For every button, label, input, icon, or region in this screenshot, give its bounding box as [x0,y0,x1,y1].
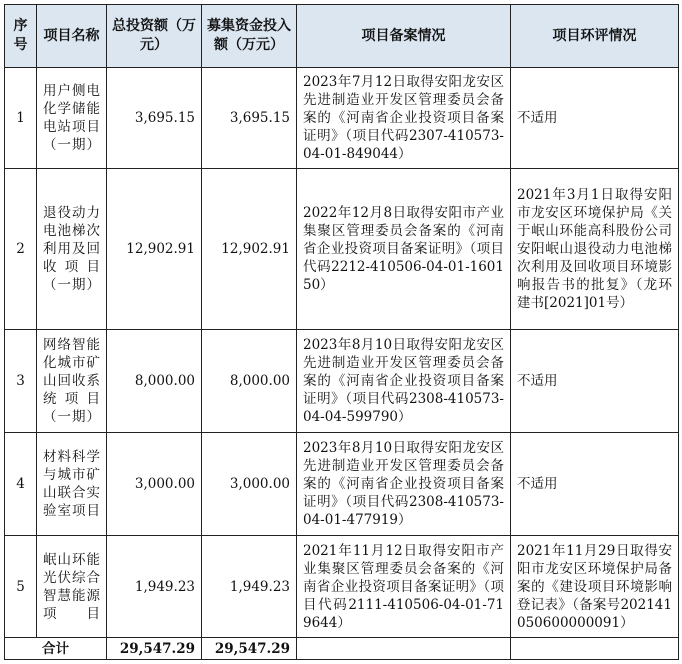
total-env-empty [511,638,679,660]
row-filing-status: 2023年8月10日取得安阳龙安区先进制造业开发区管理委员会备案的《河南省企业投资项目备案证明》（项目代码2308-410573-04-04-599790） [297,330,511,433]
row-seq: 2 [5,169,37,330]
header-seq: 序号 [5,5,37,68]
row-raised-funds: 3,695.15 [202,68,297,169]
row-total-investment: 1,949.23 [107,536,202,638]
total-filing-empty [297,638,511,660]
row-project-name: 退役动力电池梯次利用及回收项目（一期） [37,169,107,330]
header-filing: 项目备案情况 [297,5,511,68]
row-raised-funds: 12,902.91 [202,169,297,330]
table-row [5,68,679,169]
row-project-name: 用户侧电化学储能电站项目（一期） [37,68,107,169]
table-row [5,433,679,536]
header-total: 总投资额（万元） [107,5,202,68]
row-project-name: 岷山环能光伏综合智慧能源项目 [37,536,107,638]
table-row [5,536,679,638]
row-filing-status: 2021年11月12日取得安阳市产业集聚区管理委员会备案的《河南省企业投资项目备案证明》（项目代码2111-410506-04-01-719644） [297,536,511,638]
header-row [5,5,679,68]
row-env-status: 不适用 [511,330,679,433]
row-env-status: 不适用 [511,433,679,536]
total-investment: 29,547.29 [107,638,202,660]
row-env-status: 2021年3月1日取得安阳市龙安区环境保护局《关于岷山环能高科股份公司安阳岷山退役动力电池梯次利用及回收项目环境影响报告书的批复》（龙环建书[2021]01号） [511,169,679,330]
row-raised-funds: 3,000.00 [202,433,297,536]
total-row [5,638,679,660]
row-raised-funds: 8,000.00 [202,330,297,433]
header-name: 项目名称 [37,5,107,68]
row-env-status: 不适用 [511,68,679,169]
row-filing-status: 2022年12月8日取得安阳市产业集聚区管理委员会备案的《河南省企业投资项目备案证明》（项目代码2212-410506-04-01-160150） [297,169,511,330]
row-seq: 1 [5,68,37,169]
table-row [5,169,679,330]
row-total-investment: 8,000.00 [107,330,202,433]
header-raised: 募集资金投入额（万元） [202,5,297,68]
row-seq: 3 [5,330,37,433]
row-seq: 4 [5,433,37,536]
row-filing-status: 2023年8月10日取得安阳龙安区先进制造业开发区管理委员会备案的《河南省企业投资项目备案证明》（项目代码2308-410573-04-01-477919） [297,433,511,536]
row-raised-funds: 1,949.23 [202,536,297,638]
total-raised-funds: 29,547.29 [202,638,297,660]
row-project-name: 材料科学与城市矿山联合实验室项目 [37,433,107,536]
investment-projects-table [4,4,679,660]
row-total-investment: 3,000.00 [107,433,202,536]
total-label: 合计 [5,638,107,660]
row-seq: 5 [5,536,37,638]
header-env: 项目环评情况 [511,5,679,68]
row-filing-status: 2023年7月12日取得安阳龙安区先进制造业开发区管理委员会备案的《河南省企业投资项目备案证明》（项目代码2307-410573-04-01-849044） [297,68,511,169]
row-total-investment: 12,902.91 [107,169,202,330]
table-row [5,330,679,433]
row-project-name: 网络智能化城市矿山回收系统项目（一期） [37,330,107,433]
row-total-investment: 3,695.15 [107,68,202,169]
row-env-status: 2021年11月29日取得安阳市龙安区环境保护局备案的《建设项目环境影响登记表》（备案号202141050600000091） [511,536,679,638]
